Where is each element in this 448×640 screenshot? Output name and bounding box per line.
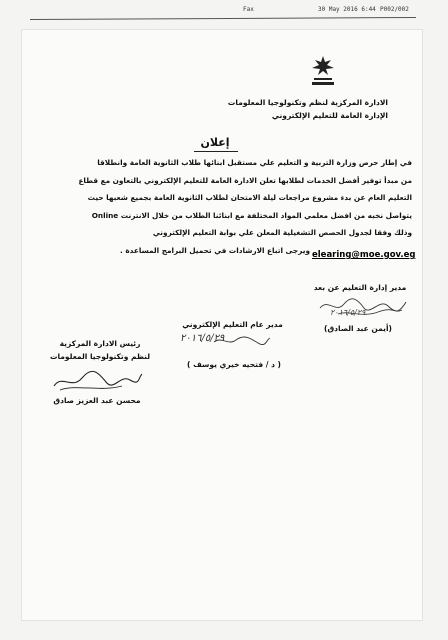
fax-page-number: P002/002 (380, 6, 409, 13)
ministry-header-line2: الإدارة العامة للتعليم الإلكتروني (271, 111, 388, 120)
elearning-director-signature-icon (212, 334, 272, 348)
elearning-director-name: ( د / فتحيه خيري يوسف ) (187, 360, 281, 369)
body-line-5: وذلك وفقا لجدول الحصص التشغيلية المعلن علي بوابة التعليم الإلكتروني (152, 228, 412, 237)
central-admin-head-name: محسن عبد العزيز صادق (53, 396, 141, 405)
title-underline (194, 151, 238, 152)
elearning-director-title: مدير عام التعليم الإلكتروني (182, 320, 283, 329)
ministry-header-line1: الادارة المركزية لنظم وتكنولوجيا المعلومات (227, 98, 388, 107)
document-title: إعلان (200, 136, 230, 149)
handwritten-date-note: ٢٠١٦/٥/٢٩ (180, 333, 225, 344)
central-admin-head-title-line2: لنظم وتكنولوجيا المعلومات (49, 352, 151, 361)
fax-datetime: 30 May 2016 6:44 (318, 6, 376, 13)
body-line-1: في إطار حرص وزارة التربية و التعليم علي مستقبل ابنائها طلاب الثانوية العامة وانطلاقا (97, 158, 412, 167)
handwritten-date-note-2: ٢٠١٦/٥/٢٩ (330, 308, 366, 317)
distance-learning-director-name: (أيمن عبد الصادق) (324, 324, 392, 333)
body-line-2: من مبدأ توفير أفضل الخدمات لطلابها تعلن الادارة العامة للتعليم الإلكتروني بالتعاون مع قطاع (78, 176, 412, 185)
ministry-emblem-icon (308, 54, 338, 88)
body-line-3: التعليم العام عن بدء مشروع مراجعات ليلة الامتحان لطلاب الثانوية العامة بجميع شعبها حيث (87, 193, 412, 202)
fax-divider (30, 17, 416, 20)
fax-label: Fax (243, 6, 254, 13)
central-admin-signature-icon (50, 368, 145, 394)
body-line-6: ويرجى اتباع الارشادات في تحميل البرامج المساعدة . (120, 246, 310, 255)
central-admin-head-title-line1: رئيس الادارة المركزية (59, 339, 141, 348)
contact-email: elearing@moe.gov.eg (312, 250, 416, 260)
fax-header (0, 0, 448, 30)
body-line-4: يتواصل نخبه من افضل معلمي المواد المختلفة مع ابنائنا الطلاب من خلال الانترنت Online (91, 211, 412, 220)
distance-learning-director-title: مدير إدارة التعليم عن بعد (313, 283, 407, 292)
